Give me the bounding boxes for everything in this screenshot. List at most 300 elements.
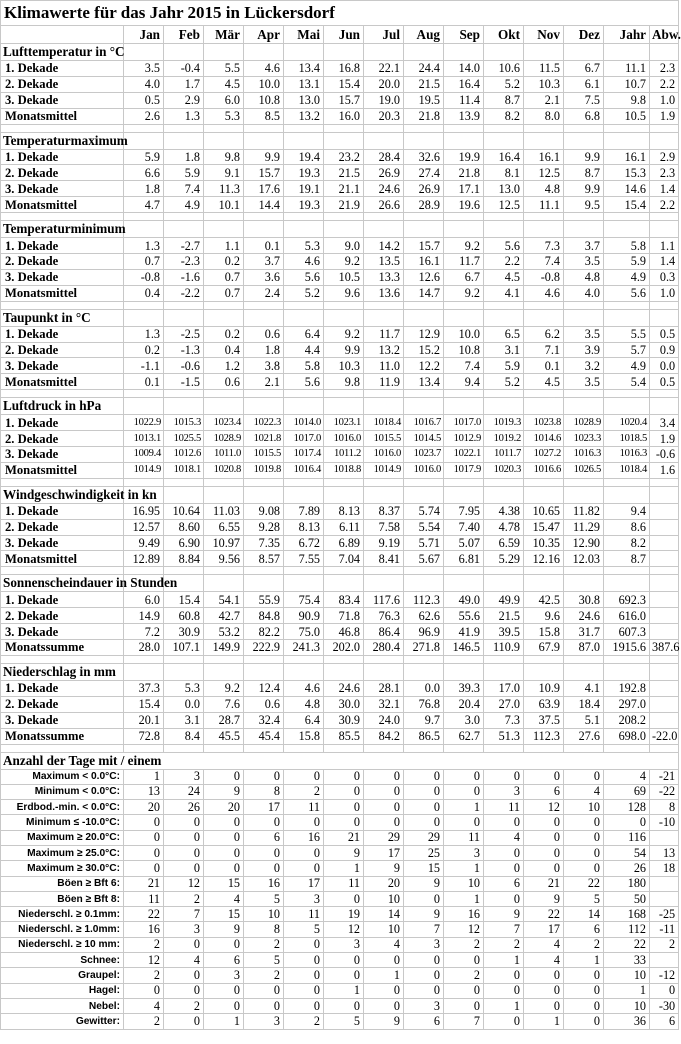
value-cell: 10.8 — [444, 342, 484, 358]
spacer-cell — [484, 390, 524, 398]
value-cell: 10.97 — [204, 535, 244, 551]
row-label: Schnee: — [1, 953, 124, 968]
value-cell: 24.6 — [564, 608, 604, 624]
empty-cell — [484, 575, 524, 592]
data-row — [1, 165, 679, 181]
value-cell: 24.6 — [364, 181, 404, 197]
day-count-row — [1, 784, 679, 799]
value-cell: 0.4 — [204, 342, 244, 358]
value-cell: 1012.6 — [164, 447, 204, 463]
value-cell: 18 — [650, 861, 679, 876]
value-cell: 0 — [324, 891, 364, 906]
value-cell: 22 — [604, 937, 650, 952]
value-cell: 51.3 — [484, 728, 524, 744]
spacer-cell — [650, 567, 679, 575]
value-cell: 20.4 — [444, 696, 484, 712]
spacer-cell — [364, 124, 404, 132]
value-cell: 12.90 — [564, 535, 604, 551]
value-cell: 11 — [324, 876, 364, 891]
value-cell — [650, 876, 679, 891]
value-cell: 1.9 — [650, 431, 679, 447]
row-label: 3. Dekade — [1, 269, 124, 285]
value-cell: 15.2 — [404, 342, 444, 358]
value-cell: 9.2 — [324, 326, 364, 342]
value-cell: 9.4 — [444, 374, 484, 390]
value-cell: 1 — [124, 769, 164, 784]
value-cell: 5.5 — [204, 61, 244, 77]
spacer-cell — [244, 124, 284, 132]
value-cell: 5.2 — [484, 374, 524, 390]
empty-cell — [204, 486, 244, 503]
value-cell: 5.29 — [484, 551, 524, 567]
value-cell: 22 — [124, 907, 164, 922]
value-cell: 0 — [564, 968, 604, 983]
value-cell: 1016.0 — [364, 447, 404, 463]
value-cell: 1028.9 — [204, 431, 244, 447]
value-cell: 7.40 — [444, 519, 484, 535]
value-cell: 0 — [124, 815, 164, 830]
row-label: 2. Dekade — [1, 519, 124, 535]
value-cell: 8.7 — [604, 551, 650, 567]
value-cell: 5 — [244, 891, 284, 906]
value-cell: 4 — [564, 784, 604, 799]
value-cell: 0 — [444, 784, 484, 799]
value-cell: 3 — [324, 937, 364, 952]
value-cell: 1016.4 — [284, 462, 324, 478]
empty-cell — [564, 663, 604, 680]
value-cell: 1 — [204, 1014, 244, 1029]
value-cell: 11.9 — [364, 374, 404, 390]
value-cell: 0 — [524, 983, 564, 998]
spacer-cell — [244, 478, 284, 486]
row-label: 1. Dekade — [1, 503, 124, 519]
value-cell: 12.5 — [524, 165, 564, 181]
empty-cell — [324, 663, 364, 680]
value-cell: 0 — [284, 998, 324, 1013]
empty-cell — [604, 398, 650, 415]
value-cell: 28.1 — [364, 680, 404, 696]
value-cell: 16 — [244, 876, 284, 891]
value-cell: 1027.2 — [524, 447, 564, 463]
value-cell: 116 — [604, 830, 650, 845]
value-cell: 7 — [484, 922, 524, 937]
month-header: Mär — [204, 26, 244, 44]
value-cell: 9.8 — [604, 92, 650, 108]
value-cell: 0 — [204, 815, 244, 830]
value-cell — [650, 712, 679, 728]
value-cell: 12.6 — [404, 269, 444, 285]
empty-cell — [244, 221, 284, 238]
empty-cell — [404, 221, 444, 238]
value-cell: 11.29 — [564, 519, 604, 535]
value-cell: 9 — [524, 891, 564, 906]
value-cell: 5.8 — [284, 358, 324, 374]
value-cell: 2 — [444, 937, 484, 952]
value-cell: 0 — [204, 998, 244, 1013]
value-cell: 1.6 — [650, 462, 679, 478]
value-cell: 6.81 — [444, 551, 484, 567]
value-cell: 1012.9 — [444, 431, 484, 447]
row-label: Monatssumme — [1, 728, 124, 744]
value-cell: 1025.5 — [164, 431, 204, 447]
value-cell: 0 — [364, 784, 404, 799]
value-cell: -1.5 — [164, 374, 204, 390]
spacer-cell — [1, 301, 124, 309]
spacer-cell — [244, 567, 284, 575]
value-cell: 15.4 — [164, 592, 204, 608]
value-cell: 1015.5 — [244, 447, 284, 463]
value-cell: 10 — [364, 922, 404, 937]
value-cell: 0 — [564, 998, 604, 1013]
value-cell: -11 — [650, 922, 679, 937]
value-cell: 0 — [204, 769, 244, 784]
data-row — [1, 503, 679, 519]
value-cell: 11.1 — [604, 61, 650, 77]
empty-cell — [364, 132, 404, 149]
value-cell: 0 — [564, 983, 604, 998]
value-cell: 1016.6 — [524, 462, 564, 478]
value-cell: 0 — [164, 815, 204, 830]
section-spacer — [1, 478, 679, 486]
value-cell: 3.2 — [564, 358, 604, 374]
spacer-cell — [524, 478, 564, 486]
value-cell: 107.1 — [164, 640, 204, 656]
day-count-row — [1, 876, 679, 891]
value-cell: 84.2 — [364, 728, 404, 744]
value-cell: 13.2 — [364, 342, 404, 358]
spacer-cell — [1, 655, 124, 663]
value-cell: 13.9 — [444, 108, 484, 124]
row-label: 3. Dekade — [1, 181, 124, 197]
value-cell: 0 — [404, 953, 444, 968]
value-cell: 71.8 — [324, 608, 364, 624]
value-cell: 1017.0 — [284, 431, 324, 447]
value-cell — [650, 891, 679, 906]
value-cell: 13.6 — [364, 285, 404, 301]
value-cell: 2 — [650, 937, 679, 952]
value-cell: 0 — [164, 845, 204, 860]
value-cell: 0.6 — [244, 696, 284, 712]
value-cell: 0 — [484, 968, 524, 983]
value-cell: 5.4 — [604, 374, 650, 390]
spacer-cell — [164, 213, 204, 221]
value-cell: 0 — [404, 769, 444, 784]
value-cell: 11 — [444, 830, 484, 845]
value-cell: 13.0 — [284, 92, 324, 108]
value-cell: 24.6 — [324, 680, 364, 696]
empty-cell — [484, 44, 524, 61]
empty-cell — [204, 575, 244, 592]
section-spacer — [1, 124, 679, 132]
value-cell: 19.5 — [404, 92, 444, 108]
spacer-cell — [524, 124, 564, 132]
value-cell: 5 — [324, 1014, 364, 1029]
value-cell: 53.2 — [204, 624, 244, 640]
value-cell: 0 — [484, 983, 524, 998]
value-cell: 0 — [284, 937, 324, 952]
value-cell: 3 — [244, 1014, 284, 1029]
value-cell: 5.3 — [204, 108, 244, 124]
spacer-cell — [404, 301, 444, 309]
data-row — [1, 680, 679, 696]
empty-cell — [484, 132, 524, 149]
value-cell: 4.8 — [524, 181, 564, 197]
value-cell: 1.8 — [164, 149, 204, 165]
section-header-row — [1, 309, 679, 326]
empty-cell — [364, 575, 404, 592]
spacer-cell — [650, 655, 679, 663]
value-cell: 3.5 — [564, 254, 604, 270]
value-cell: 0 — [204, 983, 244, 998]
value-cell: 12.2 — [404, 358, 444, 374]
value-cell: 0 — [444, 998, 484, 1013]
value-cell: 8.84 — [164, 551, 204, 567]
value-cell: 5.5 — [604, 326, 650, 342]
empty-cell — [404, 663, 444, 680]
value-cell: 4 — [364, 937, 404, 952]
value-cell: 1 — [444, 891, 484, 906]
value-cell: 4.0 — [124, 76, 164, 92]
value-cell: 5.54 — [404, 519, 444, 535]
value-cell: 13.1 — [284, 76, 324, 92]
row-label: 1. Dekade — [1, 326, 124, 342]
row-label: 1. Dekade — [1, 680, 124, 696]
value-cell: 8.5 — [244, 108, 284, 124]
spacer-cell — [444, 567, 484, 575]
spacer-cell — [244, 655, 284, 663]
spacer-cell — [484, 655, 524, 663]
value-cell: 16.1 — [524, 149, 564, 165]
value-cell: 1.0 — [650, 285, 679, 301]
value-cell: 3.7 — [564, 238, 604, 254]
row-label: 2. Dekade — [1, 342, 124, 358]
value-cell: -0.4 — [164, 61, 204, 77]
value-cell: 0.1 — [244, 238, 284, 254]
empty-cell — [284, 132, 324, 149]
empty-cell — [564, 309, 604, 326]
value-cell: 8.2 — [484, 108, 524, 124]
value-cell: 15.8 — [524, 624, 564, 640]
value-cell — [650, 953, 679, 968]
value-cell: 4.1 — [484, 285, 524, 301]
value-cell: 0 — [404, 891, 444, 906]
value-cell: 27.4 — [404, 165, 444, 181]
value-cell: 12.89 — [124, 551, 164, 567]
spacer-cell — [484, 478, 524, 486]
empty-cell — [604, 486, 650, 503]
spacer-cell — [604, 390, 650, 398]
spacer-cell — [124, 213, 164, 221]
spacer-cell — [124, 567, 164, 575]
spacer-cell — [364, 478, 404, 486]
value-cell: 0 — [484, 891, 524, 906]
value-cell: 0 — [524, 769, 564, 784]
value-cell: 5.8 — [604, 238, 650, 254]
spacer-cell — [524, 655, 564, 663]
value-cell: 0 — [364, 800, 404, 815]
value-cell: 21.1 — [324, 181, 364, 197]
month-header: Jul — [364, 26, 404, 44]
data-row — [1, 61, 679, 77]
value-cell: 3.8 — [244, 358, 284, 374]
empty-cell — [284, 663, 324, 680]
value-cell: 14.6 — [604, 181, 650, 197]
value-cell: 2 — [124, 937, 164, 952]
value-cell: 12 — [124, 953, 164, 968]
row-label: Hagel: — [1, 983, 124, 998]
spacer-cell — [324, 567, 364, 575]
month-header: Okt — [484, 26, 524, 44]
value-cell: 0.6 — [244, 326, 284, 342]
value-cell: 0 — [444, 983, 484, 998]
value-cell: 0 — [484, 769, 524, 784]
value-cell: 21.5 — [324, 165, 364, 181]
value-cell: 27.0 — [484, 696, 524, 712]
spacer-cell — [204, 655, 244, 663]
value-cell: 16.0 — [324, 108, 364, 124]
value-cell: 1.4 — [650, 254, 679, 270]
value-cell: 5.9 — [484, 358, 524, 374]
value-cell: 0 — [324, 769, 364, 784]
value-cell: 4.8 — [564, 269, 604, 285]
spacer-cell — [324, 213, 364, 221]
spacer-cell — [364, 567, 404, 575]
value-cell: 7.1 — [524, 342, 564, 358]
spacer-cell — [604, 744, 650, 752]
spacer-cell — [204, 390, 244, 398]
value-cell: 13.3 — [364, 269, 404, 285]
value-cell: 54.1 — [204, 592, 244, 608]
spacer-cell — [1, 478, 124, 486]
value-cell: 10.8 — [244, 92, 284, 108]
value-cell: 6 — [564, 922, 604, 937]
row-label: Maximum < 0.0°C: — [1, 769, 124, 784]
value-cell: 6.90 — [164, 535, 204, 551]
value-cell: 1.7 — [164, 76, 204, 92]
spacer-cell — [650, 478, 679, 486]
month-header: Jun — [324, 26, 364, 44]
value-cell: 13.2 — [284, 108, 324, 124]
value-cell: 28.7 — [204, 712, 244, 728]
value-cell: 10.9 — [524, 680, 564, 696]
row-label: Monatsmittel — [1, 374, 124, 390]
value-cell: 5.9 — [604, 254, 650, 270]
value-cell: 4.5 — [484, 269, 524, 285]
value-cell: 4.6 — [284, 254, 324, 270]
value-cell: 1016.0 — [404, 462, 444, 478]
value-cell: 1 — [564, 953, 604, 968]
value-cell: 10 — [364, 891, 404, 906]
value-cell: 9.1 — [204, 165, 244, 181]
spacer-cell — [564, 301, 604, 309]
value-cell: 146.5 — [444, 640, 484, 656]
value-cell: 1.1 — [204, 238, 244, 254]
value-cell: 3 — [164, 922, 204, 937]
value-cell: 0 — [524, 815, 564, 830]
value-cell: 1014.5 — [404, 431, 444, 447]
value-cell: 36 — [604, 1014, 650, 1029]
value-cell: 1011.2 — [324, 447, 364, 463]
value-cell: 16 — [284, 830, 324, 845]
value-cell: 0 — [364, 769, 404, 784]
value-cell: 6.2 — [524, 326, 564, 342]
value-cell: 15 — [404, 861, 444, 876]
value-cell: 5.3 — [164, 680, 204, 696]
value-cell: 387.6 — [650, 640, 679, 656]
value-cell: 0.2 — [204, 326, 244, 342]
value-cell: 17.1 — [444, 181, 484, 197]
value-cell: 14 — [364, 907, 404, 922]
spacer-cell — [564, 390, 604, 398]
value-cell: 1018.5 — [604, 431, 650, 447]
spacer-cell — [284, 124, 324, 132]
value-cell: 7 — [404, 922, 444, 937]
value-cell: 21.5 — [484, 608, 524, 624]
row-label: Minimum < 0.0°C: — [1, 784, 124, 799]
value-cell: 4 — [524, 953, 564, 968]
value-cell: 11 — [284, 800, 324, 815]
value-cell: 9 — [364, 1014, 404, 1029]
title-row — [1, 1, 679, 26]
value-cell: 1 — [484, 953, 524, 968]
spacer-cell — [364, 744, 404, 752]
spacer-cell — [484, 567, 524, 575]
spacer-cell — [650, 301, 679, 309]
empty-cell — [164, 663, 204, 680]
value-cell: 20 — [364, 876, 404, 891]
value-cell: 14.9 — [124, 608, 164, 624]
empty-cell — [564, 575, 604, 592]
value-cell: 30.9 — [164, 624, 204, 640]
value-cell: 616.0 — [604, 608, 650, 624]
spacer-cell — [524, 744, 564, 752]
value-cell: 1018.1 — [164, 462, 204, 478]
value-cell: -22 — [650, 784, 679, 799]
row-label: 1. Dekade — [1, 149, 124, 165]
value-cell: 9.9 — [324, 342, 364, 358]
spacer-cell — [1, 390, 124, 398]
spacer-cell — [564, 478, 604, 486]
row-label: Monatsmittel — [1, 108, 124, 124]
value-cell: 1023.4 — [204, 415, 244, 431]
value-cell: -0.8 — [124, 269, 164, 285]
value-cell: 21.9 — [324, 197, 364, 213]
value-cell: 5.71 — [404, 535, 444, 551]
month-header: Mai — [284, 26, 324, 44]
spacer-cell — [484, 744, 524, 752]
value-cell: 26 — [604, 861, 650, 876]
data-row — [1, 696, 679, 712]
row-label: 2. Dekade — [1, 608, 124, 624]
data-row — [1, 608, 679, 624]
value-cell: 5.6 — [484, 238, 524, 254]
value-cell: 82.2 — [244, 624, 284, 640]
value-cell: 0 — [244, 815, 284, 830]
value-cell: 3.1 — [484, 342, 524, 358]
spacer-cell — [364, 213, 404, 221]
value-cell: 0 — [564, 830, 604, 845]
value-cell: 11 — [484, 800, 524, 815]
empty-cell — [604, 575, 650, 592]
empty-cell — [324, 575, 364, 592]
spacer-cell — [444, 478, 484, 486]
value-cell: 1015.3 — [164, 415, 204, 431]
empty-cell — [324, 132, 364, 149]
value-cell: 9 — [364, 861, 404, 876]
value-cell: 12.16 — [524, 551, 564, 567]
empty-cell — [564, 221, 604, 238]
empty-cell — [650, 309, 679, 326]
